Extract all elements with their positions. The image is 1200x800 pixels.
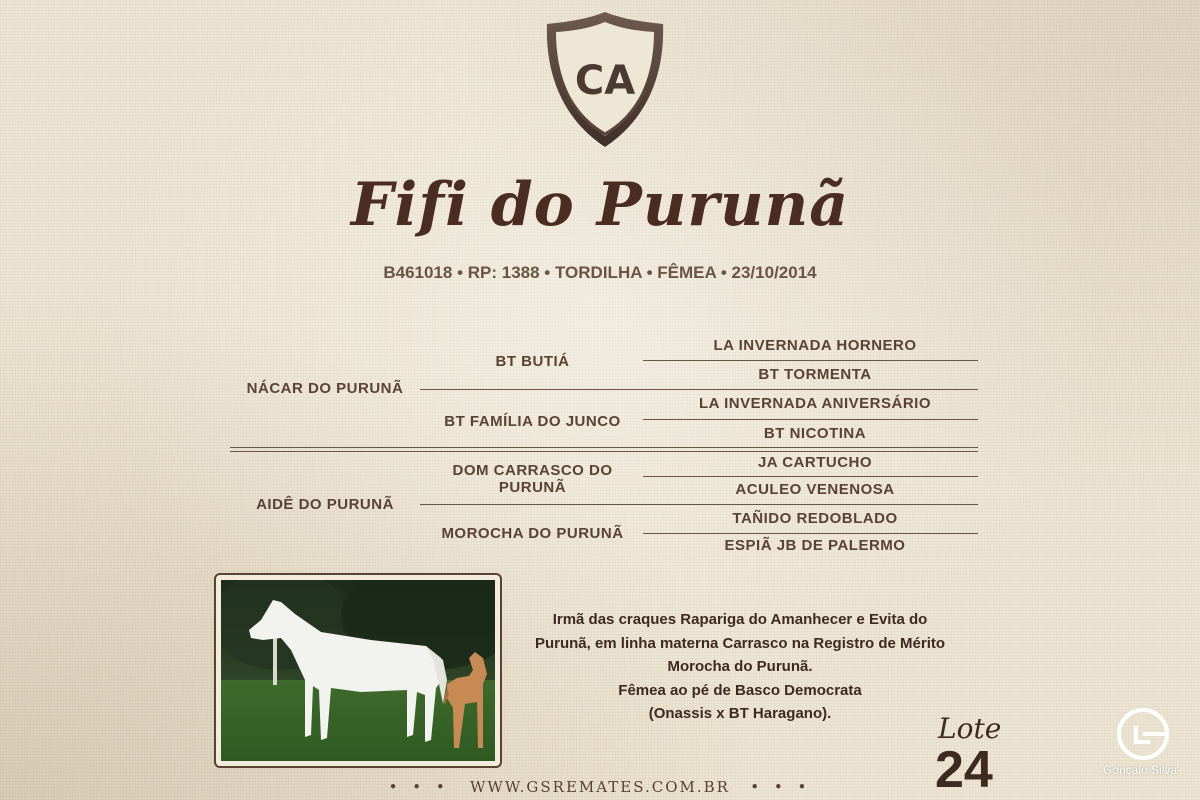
dam-dam-name: MOROCHA DO PURUNÃ [441, 525, 624, 542]
auctioneer-name: Gonçalo Silva [1102, 763, 1178, 777]
horse-photo-frame [214, 573, 502, 768]
great-grandparent-2: BT TORMENTA [758, 366, 872, 383]
sire-name: NÁCAR DO PURUNÃ [246, 380, 404, 397]
great-grandparent-6: ACULEO VENENOSA [735, 481, 895, 498]
horse-name-title: Fifi do Purunã [350, 170, 850, 240]
lot-label: Lote [938, 712, 1002, 745]
sire-sire-name: BT BUTIÁ [495, 353, 570, 370]
website-link[interactable]: WWW.GSREMATES.COM.BR [470, 778, 730, 796]
divider [643, 360, 978, 361]
horse-description [505, 608, 975, 726]
horse-details: B461018 • RP: 1388 • TORDILHA • FÊMEA • 23/10/2014 [383, 263, 817, 282]
sire-divider [420, 389, 978, 390]
great-grandparent-1: LA INVERNADA HORNERO [713, 337, 917, 354]
great-grandparent-7: TAÑIDO REDOBLADO [732, 510, 898, 527]
footer-dots-right: • • • [750, 778, 812, 796]
divider [643, 476, 978, 477]
description-line: Morocha do Purunã. [667, 658, 813, 675]
dam-sire-name [425, 462, 640, 496]
horse-photo [221, 580, 495, 761]
great-grandparent-4: BT NICOTINA [763, 425, 867, 442]
description-line: Purunã, em linha materna Carrasco na Registro de Mérito [534, 634, 946, 652]
dam-divider [420, 504, 978, 505]
goncalo-silva-logo-icon [1098, 704, 1188, 794]
dam-sire-name-line1: DOM CARRASCO DO [452, 462, 613, 479]
sire-dam-name: BT FAMÍLIA DO JUNCO [444, 413, 621, 430]
lot-number: 24 [935, 741, 993, 799]
website-footer [0, 778, 1200, 796]
description-line: (Onassis x BT Haragano). [648, 705, 832, 722]
description-line: Fêmea ao pé de Basco Democrata [618, 681, 862, 699]
description-line: Irmã das craques Rapariga do Amanhecer e Evita do [552, 611, 928, 628]
divider [643, 419, 978, 420]
great-grandparent-8: ESPIÃ JB DE PALERMO [724, 537, 906, 554]
divider [643, 533, 978, 534]
ca-logo-text: CA [574, 58, 636, 104]
dam-name: AIDÊ DO PURUNÃ [256, 496, 394, 513]
pedigree-main-divider [230, 447, 978, 452]
great-grandparent-5: JA CARTUCHO [757, 454, 873, 471]
dam-sire-name-line2: PURUNÃ [498, 479, 567, 496]
great-grandparent-3: LA INVERNADA ANIVERSÁRIO [698, 395, 931, 412]
ca-shield-logo [543, 10, 667, 150]
footer-dots-left: • • • [388, 778, 450, 796]
